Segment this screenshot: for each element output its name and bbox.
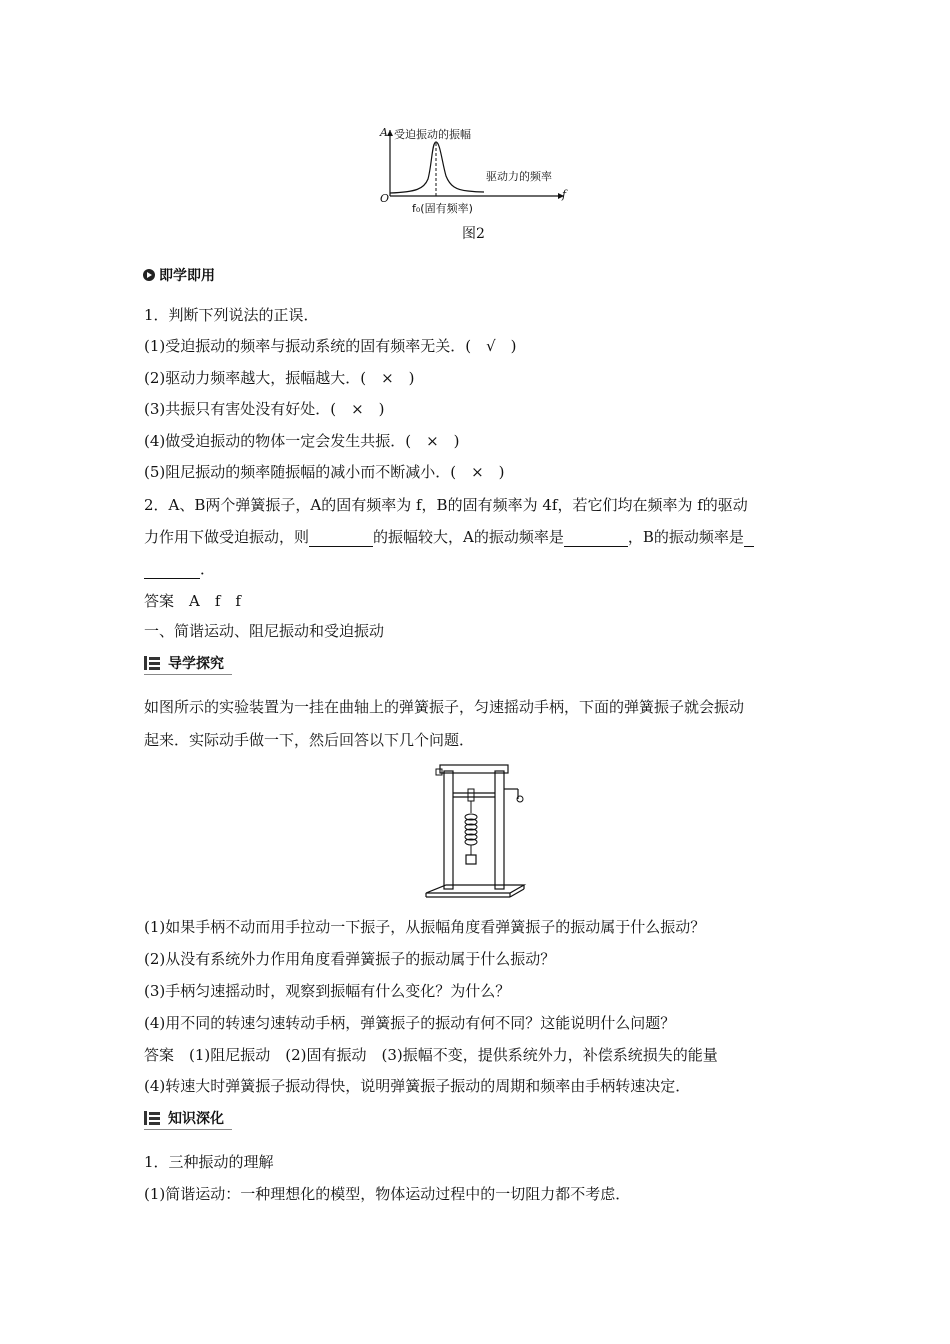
section1-title: 一、简谐运动、阻尼振动和受迫振动 — [144, 622, 385, 640]
q1-item-5: (5)阻尼振动的频率随振幅的减小而不断减小．( × ) — [144, 463, 505, 481]
daoxue-intro-1: 如图所示的实验装置为一挂在曲轴上的弹簧振子，匀速摇动手柄，下面的弹簧振子就会振动 — [144, 698, 745, 716]
q1-item-2: (2)驱动力频率越大，振幅越大．( × ) — [144, 369, 415, 387]
y-axis-label: 受迫振动的振幅 — [394, 128, 471, 141]
q2-line2-a: 力作用下做受迫振动，则 — [144, 528, 310, 546]
daoxue-question-3: (3)手柄匀速摇动时，观察到振幅有什么变化？为什么？ — [144, 982, 511, 1000]
apparatus-figure — [424, 759, 528, 901]
y-letter: A — [380, 126, 388, 139]
daoxue-answer-2: (4)转速大时弹簧振子振动得快，说明弹簧振子振动的周期和频率由手柄转速决定． — [144, 1077, 691, 1095]
section-bar-icon — [144, 656, 160, 670]
q2-line2-b: 的振幅较大，A的振动频率是 — [373, 528, 564, 546]
q2-line-2 — [144, 527, 754, 547]
daoxue-title: 导学探究 — [168, 656, 224, 672]
zhishi-heading — [144, 1108, 224, 1128]
jixue-heading — [143, 265, 215, 285]
origin-label: O — [380, 192, 390, 205]
daoxue-heading — [144, 653, 224, 673]
daoxue-question-4: (4)用不同的转速匀速转动手柄，弹簧振子的振动有何不同？这能说明什么问题？ — [144, 1014, 676, 1032]
q1-item-1: (1)受迫振动的频率与振动系统的固有频率无关．( √ ) — [144, 337, 517, 355]
blank-2[interactable] — [564, 530, 628, 547]
daoxue-intro-2: 起来．实际动手做一下，然后回答以下几个问题． — [144, 731, 475, 749]
q1-stem: 1．判断下列说法的正误． — [144, 306, 319, 324]
q2-line2-c: ，B的振动频率是 — [627, 528, 744, 546]
play-circle-icon — [143, 269, 155, 281]
q2-line3-end: ． — [200, 560, 216, 578]
resonance-curve — [390, 142, 484, 193]
q2-line-3 — [144, 559, 215, 579]
zhishi-title: 知识深化 — [168, 1111, 224, 1127]
resonance-figure — [376, 124, 576, 220]
peak-label: f₀(固有频率) — [412, 202, 473, 215]
zhishi-item-1-1: (1)简谐运动：一种理想化的模型，物体运动过程中的一切阻力都不考虑． — [144, 1185, 631, 1203]
x-axis-label: 驱动力的频率 — [486, 170, 552, 183]
section-bar-icon — [144, 1111, 160, 1125]
blank-3b[interactable] — [144, 562, 200, 579]
q1-item-3: (3)共振只有害处没有好处．( × ) — [144, 400, 385, 418]
x-letter: f — [562, 188, 567, 201]
daoxue-question-2: (2)从没有系统外力作用角度看弹簧振子的振动属于什么振动？ — [144, 950, 556, 968]
blank-1[interactable] — [309, 530, 373, 547]
daoxue-underline — [144, 674, 232, 675]
apparatus-svg — [424, 759, 528, 901]
figure-caption: 图2 — [462, 226, 485, 242]
daoxue-answer-1: 答案 (1)阻尼振动 (2)固有振动 (3)振幅不变，提供系统外力，补偿系统损失的能量 — [144, 1046, 718, 1064]
q1-item-4: (4)做受迫振动的物体一定会发生共振．( × ) — [144, 432, 460, 450]
zhishi-underline — [144, 1129, 232, 1130]
q2-answer: 答案 A f f — [144, 592, 241, 610]
blank-3a[interactable] — [744, 530, 754, 547]
jixue-title: 即学即用 — [159, 268, 215, 284]
q2-line-1: 2．A、B两个弹簧振子，A的固有频率为 f，B的固有频率为 4f，若它们均在频率为 f的驱动 — [144, 496, 748, 514]
daoxue-question-1: (1)如果手柄不动而用手拉动一下振子，从振幅角度看弹簧振子的振动属于什么振动？ — [144, 918, 706, 936]
zhishi-item-1: 1．三种振动的理解 — [144, 1153, 274, 1171]
